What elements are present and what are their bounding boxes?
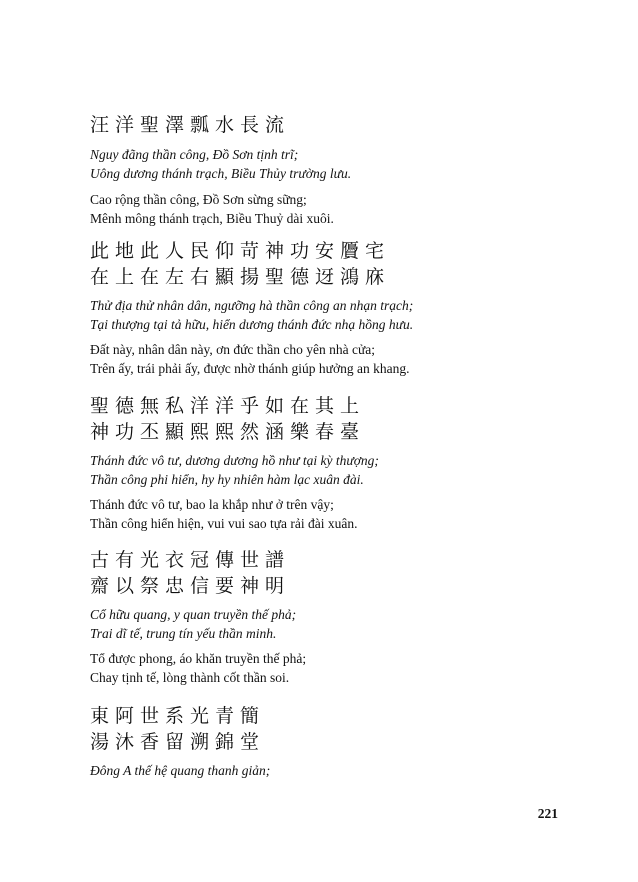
transliteration-line: Thần công phi hiển, hy hy nhiên hàm lạc xuân đài. xyxy=(90,472,364,487)
stanza-3 xyxy=(90,393,590,533)
han-line: 湯沐香留溯錦堂 xyxy=(90,731,266,753)
stanza-4 xyxy=(90,547,590,687)
han-line: 東阿世系光青簡 xyxy=(90,705,266,727)
transliteration-line: Nguy đãng thần công, Đồ Sơn tịnh trĩ; xyxy=(90,147,299,162)
translation xyxy=(90,495,590,533)
transliteration xyxy=(90,605,590,643)
han-line: 聖德無私洋洋乎如在其上 xyxy=(90,395,366,417)
translation-line: Chay tịnh tế, lòng thành cốt thần soi. xyxy=(90,670,290,685)
stanza-5 xyxy=(90,703,590,780)
transliteration-line: Tại thượng tại tả hữu, hiển dương thánh đức nhạ hồng hưu. xyxy=(90,317,414,332)
han-line: 在上在左右顯揚聖德迓鴻庥 xyxy=(90,266,391,288)
han-line: 此地此人民仰苛神功安贗宅 xyxy=(90,240,391,262)
translation-line: Thánh đức vô tư, bao la khắp như ở trên vậy; xyxy=(90,497,334,512)
han-text xyxy=(90,238,590,290)
han-line: 神功丕顯熙熙然涵樂春臺 xyxy=(90,421,366,443)
transliteration-line: Thử địa thử nhân dân, ngưỡng hà thần công an nhạn trạch; xyxy=(90,298,414,313)
translation-line: Thần công hiển hiện, vui vui sao tựa rải đài xuân. xyxy=(90,516,358,531)
transliteration-line: Đông A thế hệ quang thanh giản; xyxy=(90,763,271,778)
translation-line: Mênh mông thánh trạch, Biều Thuỷ dài xuôi. xyxy=(90,211,334,226)
han-line: 汪洋聖澤瓢水長流 xyxy=(90,114,291,136)
transliteration-line: Thánh đức vô tư, dương dương hồ như tại kỳ thượng; xyxy=(90,453,379,468)
transliteration-line: Cổ hữu quang, y quan truyền thế phả; xyxy=(90,607,297,622)
transliteration xyxy=(90,451,590,489)
translation-line: Cao rộng thần công, Đồ Sơn sừng sững; xyxy=(90,192,307,207)
transliteration xyxy=(90,145,590,183)
stanza-2 xyxy=(90,238,590,378)
han-line: 齋以祭忠信要神明 xyxy=(90,575,291,597)
han-text xyxy=(90,393,590,445)
transliteration xyxy=(90,761,590,780)
transliteration xyxy=(90,296,590,334)
translation xyxy=(90,340,590,378)
transliteration-line: Trai dĩ tế, trung tín yếu thần minh. xyxy=(90,626,277,641)
stanza-1 xyxy=(90,112,590,228)
translation xyxy=(90,649,590,687)
translation-line: Trên ấy, trái phải ấy, được nhờ thánh giúp hưởng an khang. xyxy=(90,361,410,376)
han-text xyxy=(90,547,590,599)
page-number: 221 xyxy=(537,806,558,821)
han-text xyxy=(90,703,590,755)
translation-line: Đất này, nhân dân này, ơn đức thần cho yên nhà cửa; xyxy=(90,342,376,357)
translation-line: Tổ được phong, áo khăn truyền thế phả; xyxy=(90,651,307,666)
han-line: 古有光衣冠傳世譜 xyxy=(90,549,291,571)
han-text xyxy=(90,112,590,138)
translation xyxy=(90,190,590,228)
transliteration-line: Uông dương thánh trạch, Biều Thủy trường lưu. xyxy=(90,166,352,181)
